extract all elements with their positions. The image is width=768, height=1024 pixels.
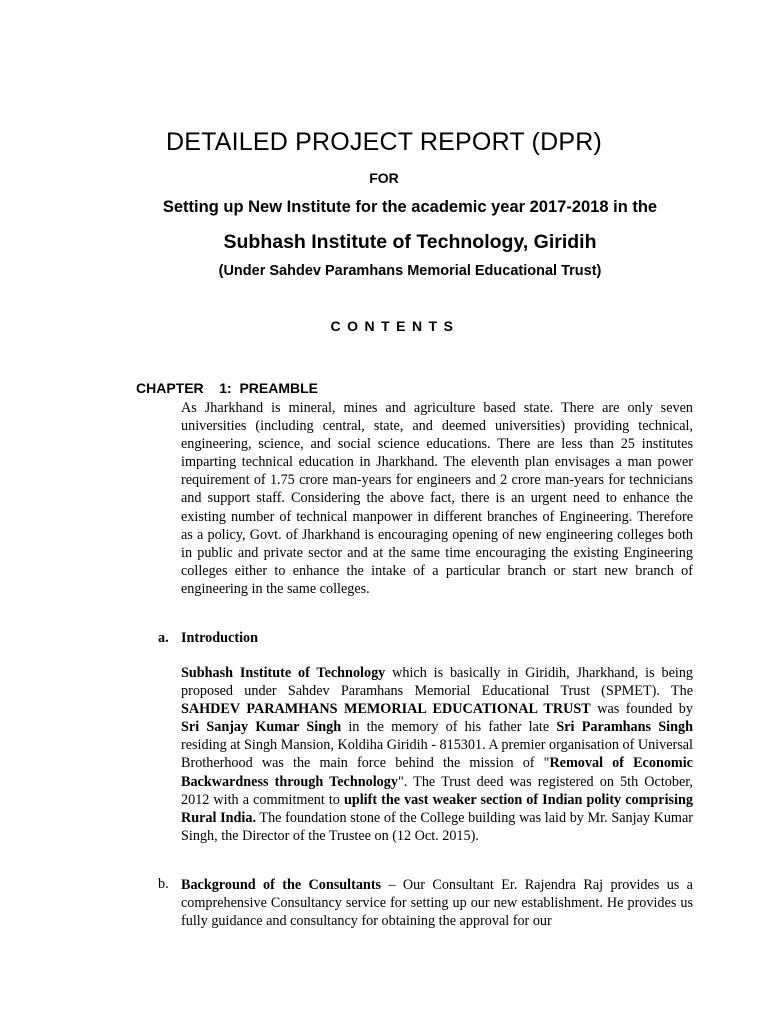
intro-text-2: which is basically in Giridih, Jharkhand, is being proposed under Sahdev Paramhans Memorial Educational Trust (SPMET). The (181, 665, 694, 700)
chapter-heading: CHAPTER 1: PREAMBLE (136, 380, 319, 396)
background-paragraph (181, 876, 693, 930)
introduction-paragraph (181, 664, 693, 845)
intro-bold-7: Sri Paramhans Singh (556, 719, 693, 736)
intro-bold-5: Sri Sanjay Kumar Singh (181, 719, 342, 736)
list-marker-b: b. (158, 876, 169, 892)
project-subtitle: Setting up New Institute for the academic year 2017-2018 in the (162, 198, 658, 216)
intro-text-12: The foundation stone of the College building was laid by Mr. Sanjay Kumar Singh, the Director of the Trustee on (12 Oct. 2015). (181, 809, 693, 844)
intro-bold-3: SAHDEV PARAMHANS MEMORIAL EDUCATIONAL TRUST (181, 701, 591, 718)
background-text: – Our Consultant Er. Rajendra Raj provides us a comprehensive Consultancy service for setting up our new establishment. He provides us fully guidance and consultancy for obtaining the approval for our (181, 877, 693, 930)
institute-name: Subhash Institute of Technology, Giridih (223, 231, 597, 253)
intro-bold-11: uplift the vast weaker section of Indian polity comprising Rural India. (181, 791, 693, 826)
document-title: DETAILED PROJECT REPORT (DPR) (166, 128, 602, 156)
trust-name: (Under Sahdev Paramhans Memorial Educational Trust) (218, 263, 602, 279)
intro-text-8: residing at Singh Mansion, Koldiha Giridih - 815301. A premier organisation of Universal Brotherhood was the main force behind the mission of " (181, 737, 693, 772)
preamble-paragraph: As Jharkhand is mineral, mines and agriculture based state. There are only seven universities (including central, state, and deemed universities) providing technical, engineering, science, and social science educations. There are less than 25 institutes imparting technical education in Jharkhand. The eleventh plan envisages a man power requirement of 1.75 crore man-years for engineers and 2 crore man-years for technicians and support staff. Considering the above fact, there is an urgent need to enhance the existing number of technical manpower in different branches of Engineering. Therefore as a policy, Govt. of Jharkhand is encouraging opening of new engineering colleges both in public and private sector and at the same time encouraging the existing Engineering colleges either to enhance the intake of a particular branch or start new branch of engineering in the same colleges. (181, 400, 693, 597)
for-label: FOR (369, 170, 399, 186)
intro-text-10: ". The Trust deed was registered on 5th October, 2012 with a commitment to (181, 773, 693, 808)
background-heading: Background of the Consultants (181, 877, 382, 893)
introduction-heading: Introduction (181, 630, 258, 646)
intro-bold-1: Subhash Institute of Technology (181, 665, 386, 681)
intro-bold-9: Removal of Economic Backwardness through Technology (181, 755, 693, 790)
intro-text-6: in the memory of his father late (341, 719, 557, 736)
contents-heading: CONTENTS (330, 318, 460, 334)
intro-text-4: was founded by (590, 701, 693, 718)
list-marker-a: a. (158, 630, 169, 646)
